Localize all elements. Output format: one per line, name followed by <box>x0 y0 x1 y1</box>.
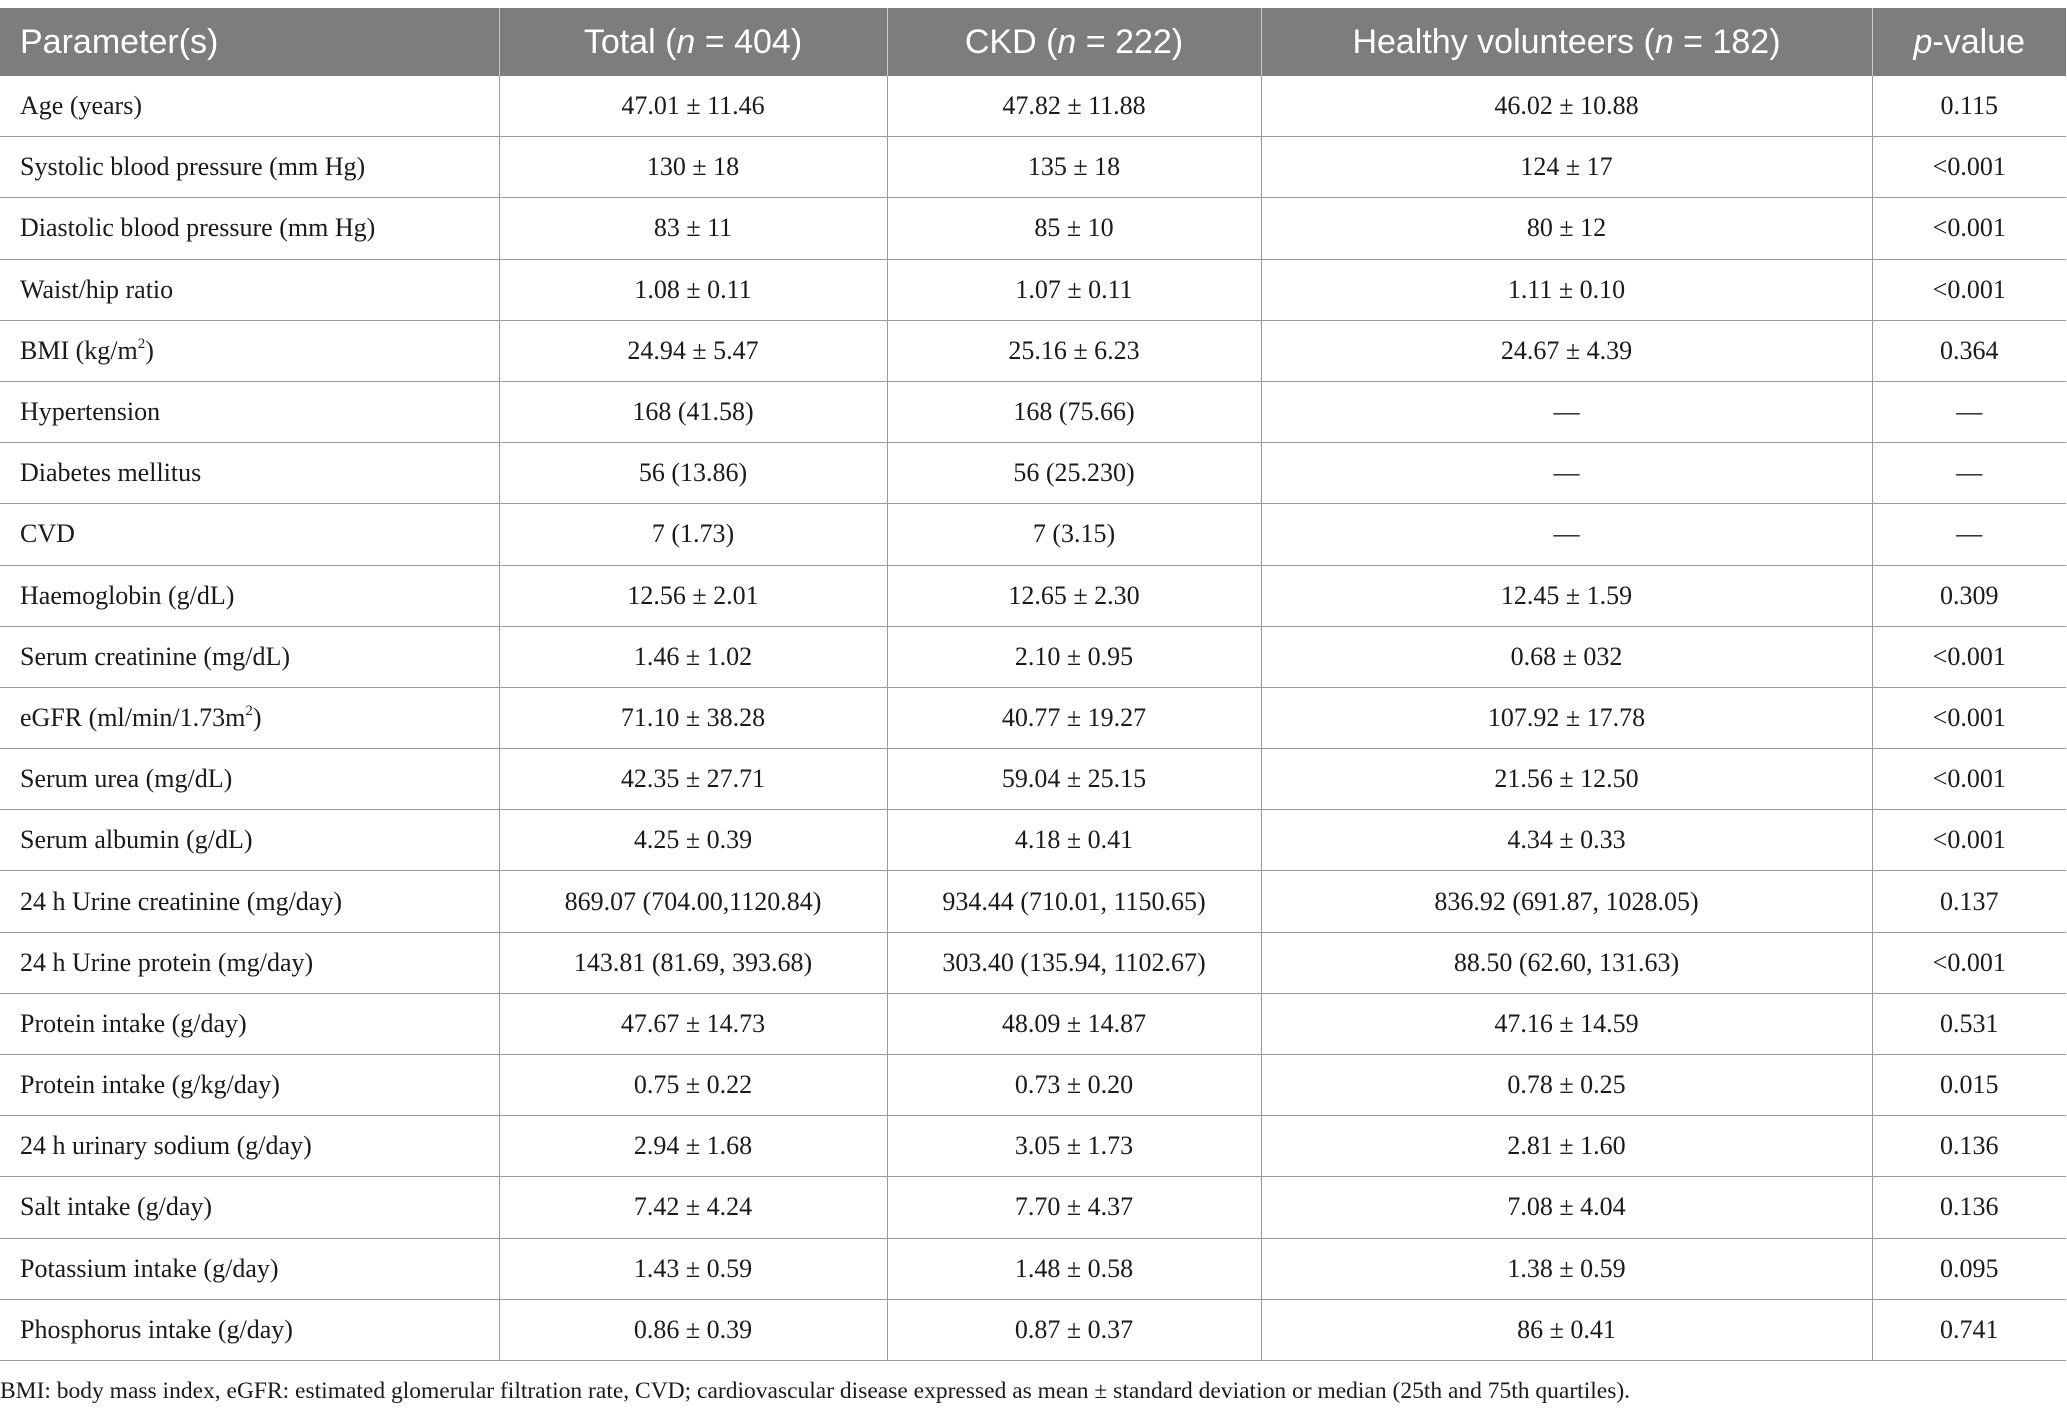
table-row <box>0 932 2066 993</box>
cell-total: 1.43 ± 0.59 <box>499 1238 887 1299</box>
cell-p-value: — <box>1872 443 2066 504</box>
cell-total: 2.94 ± 1.68 <box>499 1116 887 1177</box>
header-p-value: p-value <box>1872 8 2066 76</box>
cell-healthy-volunteers: 47.16 ± 14.59 <box>1261 993 1872 1054</box>
header-healthy-volunteers: Healthy volunteers (n = 182) <box>1261 8 1872 76</box>
cell-healthy-volunteers: — <box>1261 504 1872 565</box>
cell-parameter: Serum albumin (g/dL) <box>0 810 499 871</box>
cell-parameter: Age (years) <box>0 76 499 137</box>
cell-ckd: 7.70 ± 4.37 <box>887 1177 1261 1238</box>
cell-ckd: 2.10 ± 0.95 <box>887 626 1261 687</box>
cell-total: 71.10 ± 38.28 <box>499 687 887 748</box>
cell-total: 1.08 ± 0.11 <box>499 259 887 320</box>
cell-p-value: <0.001 <box>1872 687 2066 748</box>
header-parameters: Parameter(s) <box>0 8 499 76</box>
cell-parameter: Serum creatinine (mg/dL) <box>0 626 499 687</box>
table-row <box>0 76 2066 137</box>
cell-parameter: eGFR $(ml/\min/1.73m^2)$ <box>0 687 499 748</box>
cell-p-value: 0.137 <box>1872 871 2066 932</box>
table-row <box>0 320 2066 381</box>
cell-parameter: Protein intake (g/day) <box>0 993 499 1054</box>
table-row <box>0 749 2066 810</box>
header-ckd: CKD (n = 222) <box>887 8 1261 76</box>
cell-p-value: <0.001 <box>1872 259 2066 320</box>
cell-p-value: 0.741 <box>1872 1299 2066 1360</box>
cell-total: 168 (41.58) <box>499 381 887 442</box>
cell-ckd: 1.48 ± 0.58 <box>887 1238 1261 1299</box>
table-container <box>0 8 2067 1361</box>
cell-ckd: 0.73 ± 0.20 <box>887 1055 1261 1116</box>
cell-total: 47.67 ± 14.73 <box>499 993 887 1054</box>
table-row <box>0 871 2066 932</box>
table-row <box>0 1238 2066 1299</box>
cell-healthy-volunteers: 124 ± 17 <box>1261 137 1872 198</box>
table-row <box>0 1116 2066 1177</box>
cell-healthy-volunteers: 7.08 ± 4.04 <box>1261 1177 1872 1238</box>
cell-healthy-volunteers: 1.11 ± 0.10 <box>1261 259 1872 320</box>
cell-parameter: BMI $(kg/m^2)$ <box>0 320 499 381</box>
table-row <box>0 565 2066 626</box>
cell-healthy-volunteers: 836.92 (691.87, 1028.05) <box>1261 871 1872 932</box>
cell-parameter: Phosphorus intake (g/day) <box>0 1299 499 1360</box>
table-row <box>0 687 2066 748</box>
cell-p-value: <0.001 <box>1872 198 2066 259</box>
cell-total: 24.94 ± 5.47 <box>499 320 887 381</box>
cell-total: 0.75 ± 0.22 <box>499 1055 887 1116</box>
cell-total: 1.46 ± 1.02 <box>499 626 887 687</box>
cell-healthy-volunteers: 2.81 ± 1.60 <box>1261 1116 1872 1177</box>
cell-total: 42.35 ± 27.71 <box>499 749 887 810</box>
cell-ckd: 135 ± 18 <box>887 137 1261 198</box>
cell-total: 143.81 (81.69, 393.68) <box>499 932 887 993</box>
cell-ckd: 7 (3.15) <box>887 504 1261 565</box>
cell-ckd: 56 (25.230) <box>887 443 1261 504</box>
cell-ckd: 1.07 ± 0.11 <box>887 259 1261 320</box>
cell-ckd: 85 ± 10 <box>887 198 1261 259</box>
cell-total: 7 (1.73) <box>499 504 887 565</box>
cell-p-value: 0.364 <box>1872 320 2066 381</box>
cell-parameter: Salt intake (g/day) <box>0 1177 499 1238</box>
cell-ckd: 47.82 ± 11.88 <box>887 76 1261 137</box>
cell-total: 130 ± 18 <box>499 137 887 198</box>
table-row <box>0 626 2066 687</box>
table-row <box>0 993 2066 1054</box>
cell-ckd: 3.05 ± 1.73 <box>887 1116 1261 1177</box>
cell-parameter: Potassium intake (g/day) <box>0 1238 499 1299</box>
cell-parameter: Waist/hip ratio <box>0 259 499 320</box>
cell-p-value: 0.309 <box>1872 565 2066 626</box>
cell-ckd: 934.44 (710.01, 1150.65) <box>887 871 1261 932</box>
cell-p-value: <0.001 <box>1872 932 2066 993</box>
cell-healthy-volunteers: 4.34 ± 0.33 <box>1261 810 1872 871</box>
cell-ckd: 12.65 ± 2.30 <box>887 565 1261 626</box>
table-row <box>0 198 2066 259</box>
cell-total: 869.07 (704.00,1120.84) <box>499 871 887 932</box>
cell-total: 83 ± 11 <box>499 198 887 259</box>
cell-p-value: <0.001 <box>1872 749 2066 810</box>
cell-parameter: Diabetes mellitus <box>0 443 499 504</box>
table-row <box>0 1055 2066 1116</box>
cell-total: 12.56 ± 2.01 <box>499 565 887 626</box>
cell-healthy-volunteers: 0.68 ± 032 <box>1261 626 1872 687</box>
cell-ckd: 25.16 ± 6.23 <box>887 320 1261 381</box>
cell-total: 56 (13.86) <box>499 443 887 504</box>
cell-healthy-volunteers: 12.45 ± 1.59 <box>1261 565 1872 626</box>
cell-ckd: 40.77 ± 19.27 <box>887 687 1261 748</box>
header-total: Total (n = 404) <box>499 8 887 76</box>
cell-healthy-volunteers: 80 ± 12 <box>1261 198 1872 259</box>
cell-p-value: — <box>1872 504 2066 565</box>
table-body <box>0 76 2066 1360</box>
cell-parameter: Systolic blood pressure (mm Hg) <box>0 137 499 198</box>
table-row <box>0 810 2066 871</box>
cell-p-value: <0.001 <box>1872 626 2066 687</box>
cell-parameter: 24 h Urine protein (mg/day) <box>0 932 499 993</box>
cell-total: 47.01 ± 11.46 <box>499 76 887 137</box>
table-header <box>0 8 2066 76</box>
cell-healthy-volunteers: 21.56 ± 12.50 <box>1261 749 1872 810</box>
table-row <box>0 443 2066 504</box>
cell-healthy-volunteers: 24.67 ± 4.39 <box>1261 320 1872 381</box>
cell-ckd: 4.18 ± 0.41 <box>887 810 1261 871</box>
cell-healthy-volunteers: 88.50 (62.60, 131.63) <box>1261 932 1872 993</box>
cell-healthy-volunteers: 107.92 ± 17.78 <box>1261 687 1872 748</box>
cell-ckd: 0.87 ± 0.37 <box>887 1299 1261 1360</box>
cell-p-value: 0.115 <box>1872 76 2066 137</box>
table-row <box>0 381 2066 442</box>
cell-parameter: Hypertension <box>0 381 499 442</box>
cell-p-value: 0.136 <box>1872 1116 2066 1177</box>
cell-parameter: Protein intake (g/kg/day) <box>0 1055 499 1116</box>
cell-parameter: Diastolic blood pressure (mm Hg) <box>0 198 499 259</box>
cell-healthy-volunteers: — <box>1261 381 1872 442</box>
cell-healthy-volunteers: 86 ± 0.41 <box>1261 1299 1872 1360</box>
cell-parameter: CVD <box>0 504 499 565</box>
cell-p-value: 0.015 <box>1872 1055 2066 1116</box>
cell-total: 7.42 ± 4.24 <box>499 1177 887 1238</box>
cell-ckd: 168 (75.66) <box>887 381 1261 442</box>
cell-healthy-volunteers: 1.38 ± 0.59 <box>1261 1238 1872 1299</box>
header-row <box>0 8 2066 76</box>
table-row <box>0 259 2066 320</box>
table-footnote: BMI: body mass index, eGFR: estimated glomerular filtration rate, CVD; cardiovascular disease expressed as mean ± standard deviation or median (25th and 75th quartiles). <box>0 1378 1631 1404</box>
cell-healthy-volunteers: 0.78 ± 0.25 <box>1261 1055 1872 1116</box>
cell-parameter: Haemoglobin (g/dL) <box>0 565 499 626</box>
cell-ckd: 59.04 ± 25.15 <box>887 749 1261 810</box>
table-row <box>0 1177 2066 1238</box>
cell-p-value: 0.095 <box>1872 1238 2066 1299</box>
cell-p-value: <0.001 <box>1872 810 2066 871</box>
cell-p-value: 0.531 <box>1872 993 2066 1054</box>
cell-parameter: 24 h Urine creatinine (mg/day) <box>0 871 499 932</box>
cell-parameter: Serum urea (mg/dL) <box>0 749 499 810</box>
cell-parameter: 24 h urinary sodium (g/day) <box>0 1116 499 1177</box>
cell-healthy-volunteers: — <box>1261 443 1872 504</box>
table-row <box>0 1299 2066 1360</box>
table-row <box>0 504 2066 565</box>
cell-p-value: — <box>1872 381 2066 442</box>
cell-p-value: <0.001 <box>1872 137 2066 198</box>
table-row <box>0 137 2066 198</box>
cell-total: 0.86 ± 0.39 <box>499 1299 887 1360</box>
data-table <box>0 8 2066 1361</box>
cell-total: 4.25 ± 0.39 <box>499 810 887 871</box>
cell-ckd: 48.09 ± 14.87 <box>887 993 1261 1054</box>
cell-ckd: 303.40 (135.94, 1102.67) <box>887 932 1261 993</box>
cell-healthy-volunteers: 46.02 ± 10.88 <box>1261 76 1872 137</box>
cell-p-value: 0.136 <box>1872 1177 2066 1238</box>
